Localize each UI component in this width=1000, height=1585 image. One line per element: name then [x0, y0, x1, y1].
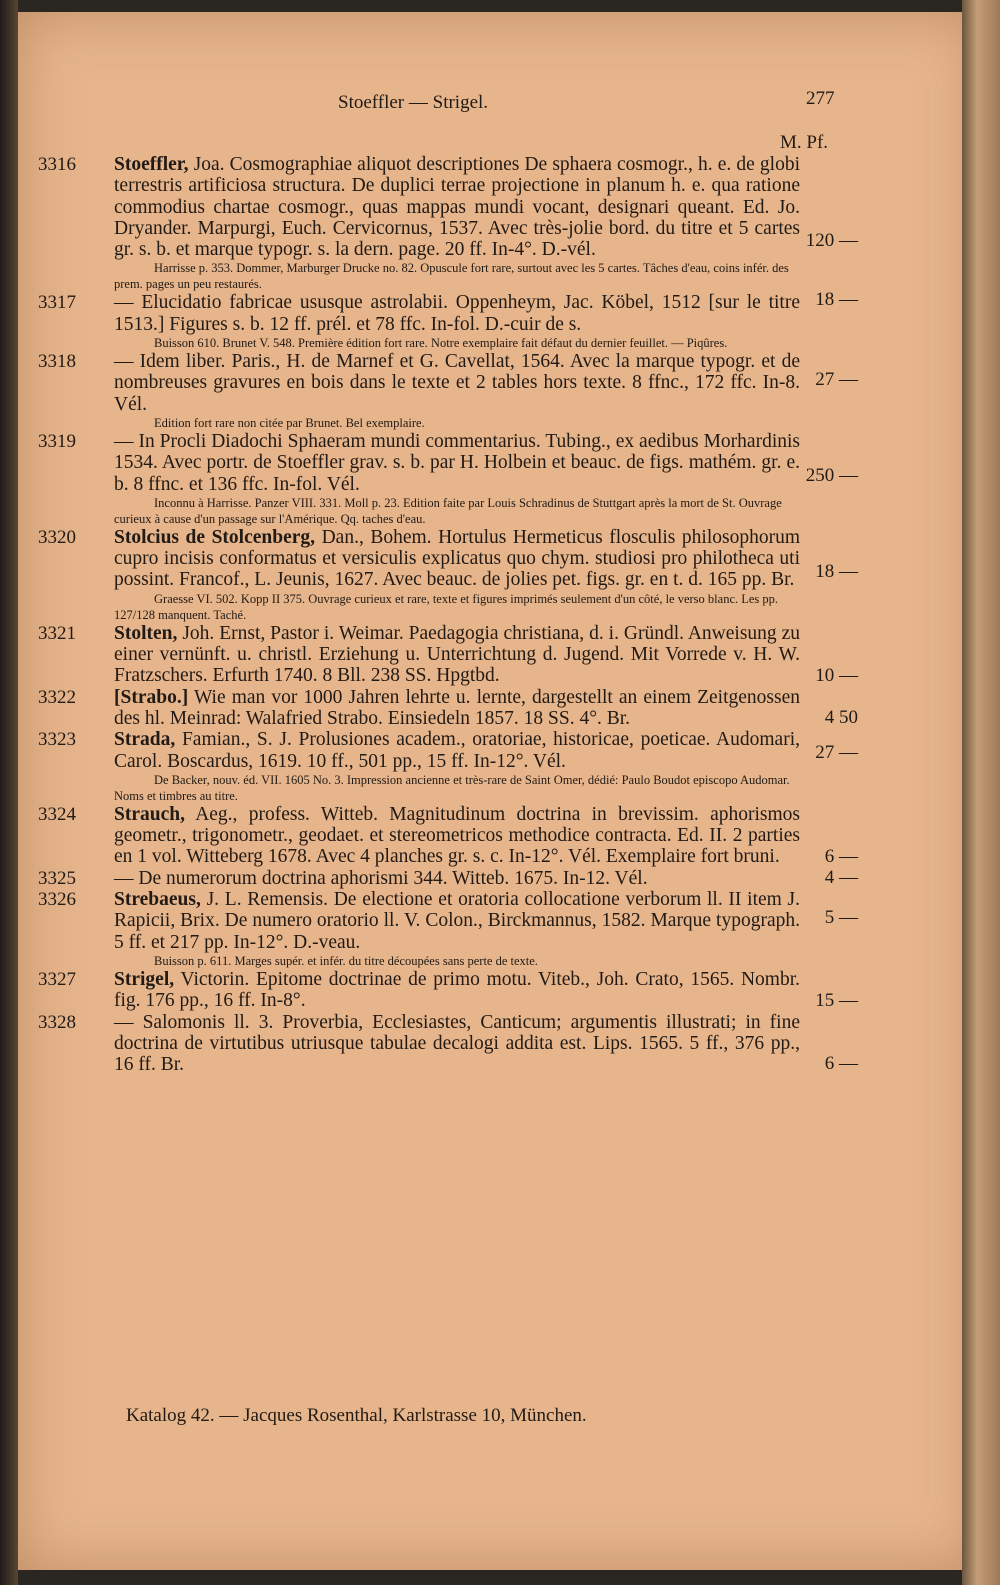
entry-price: 6 —	[824, 1053, 858, 1075]
entry-author: Strigel,	[114, 968, 175, 990]
entry-number: 3327	[38, 968, 76, 990]
entry-description	[114, 1012, 800, 1076]
entry-description	[114, 889, 800, 953]
entry-author: [Strabo.]	[114, 686, 189, 708]
entry-number: 3326	[38, 889, 76, 911]
entry-author: Strada,	[114, 729, 176, 751]
catalog-entry	[38, 1012, 858, 1076]
entry-number: 3319	[38, 430, 76, 452]
entry-text: Aeg., profess. Witteb. Magnitudinum doctrina in brevissim. aphorismos geometr., trigonometr., geodaet. et stereometricos methodice contracta. Ed. II. 2 parties en 1 vol. Witteberg 1678. Avec 4 planches gr. s. c. In-12°. Vél. Exemplaire fort bruni.	[114, 803, 800, 868]
entry-number: 3318	[38, 351, 76, 373]
entry-number: 3323	[38, 729, 76, 751]
entry-author: Strebaeus,	[114, 889, 201, 911]
book-binding-edge	[0, 0, 18, 1585]
catalog-entry	[38, 804, 858, 868]
entry-price: 15 —	[815, 989, 858, 1011]
entry-note: Graesse VI. 502. Kopp II 375. Ouvrage curieux et rare, texte et figures imprimés seulement d'un côté, le verso blanc. Les pp. 127/128 manquent. Taché.	[114, 591, 779, 622]
catalog-entries	[38, 154, 858, 1075]
entry-price: 4 50	[824, 707, 858, 729]
entry-text: Victorin. Epitome doctrinae de primo motu. Viteb., Joh. Crato, 1565. Nombr. fig. 176 pp., 16 ff. In-8°.	[114, 968, 801, 1012]
entry-author: Stolten,	[114, 622, 178, 644]
entry-description	[114, 868, 800, 889]
entry-number: 3321	[38, 622, 76, 644]
entry-description	[114, 804, 800, 868]
entry-description	[114, 292, 800, 335]
entry-text: — Elucidatio fabricae ususque astrolabii. Oppenheym, Jac. Köbel, 1512 [sur le titre 1513.] Figures s. b. 12 ff. prél. et 78 ffc. In-fol. D.-cuir de s.	[114, 292, 800, 335]
entry-price: 10 —	[815, 664, 858, 686]
entry-number: 3325	[38, 867, 76, 889]
catalog-entry	[38, 969, 858, 1012]
entry-description	[114, 729, 800, 772]
entry-description	[114, 527, 800, 591]
entry-text: Joa. Cosmographiae aliquot descriptiones De sphaera cosmogr., h. e. de globi terrestris artificiosa structura. De duplici terrae projectione in planum h. e. qua ratione commodius chartae cosmogr., quas mappas mundi vocant, designari queant. Ed. Jo. Dryander. Marpurgi, Euch. Cervicornus, 1537. Avec très-jolie bord. du titre et 5 cartes gr. s. b. et marque typogr. s. la dern. page. 20 ff. In-4°. D.-vél.	[114, 154, 800, 261]
entry-text: Dan., Bohem. Hortulus Hermeticus flosculis philosophorum cupro incisis conformatus et versiculis explicatus quo chym. studiosi pro philotheca uti possint. Francof., L. Jeunis, 1627. Avec beauc. de jolies pet. figs. gr. en t. d. 165 pp. Br.	[114, 526, 800, 591]
currency-header: M. Pf.	[780, 132, 829, 153]
entry-number: 3317	[38, 292, 76, 314]
entry-number: 3328	[38, 1011, 76, 1033]
entry-price: 18 —	[815, 289, 858, 311]
entry-number: 3322	[38, 686, 76, 708]
catalog-entry	[38, 687, 858, 730]
catalog-entry	[38, 154, 858, 292]
catalog-entry	[38, 729, 858, 804]
entry-price: 18 —	[815, 560, 858, 582]
entry-number: 3316	[38, 154, 76, 175]
entry-price: 6 —	[824, 845, 858, 867]
entry-price: 27 —	[815, 741, 858, 763]
entry-description	[114, 154, 800, 260]
entry-text: Famian., S. J. Prolusiones academ., oratoriae, historicae, poeticae. Audomari, Carol. Boscardus, 1619. 10 ff., 501 pp., 15 ff. In-12°. Vél.	[114, 729, 800, 772]
catalog-page	[18, 12, 980, 1570]
entry-number: 3320	[38, 526, 76, 548]
entry-text: — In Procli Diadochi Sphaeram mundi commentarius. Tubing., ex aedibus Morhardinis 1534. Avec portr. de Stoeffler grav. s. b. par H. Holbein et beauc. de figs. mathém. gr. e. b. 8 ffnc. et 136 ffc. In-fol. Vél.	[114, 430, 800, 495]
catalog-entry	[38, 351, 858, 431]
running-header: Stoeffler — Strigel.	[338, 92, 489, 113]
entry-note: Inconnu à Harrisse. Panzer VIII. 331. Moll p. 23. Edition faite par Louis Schradinus de Stuttgart après la mort de St. Ouvrage curieux à cause d'un passage sur l'Amérique. Qq. taches d'eau.	[114, 495, 782, 526]
entry-description	[114, 623, 800, 687]
catalog-entry	[38, 431, 858, 527]
entry-price: 4 —	[824, 867, 858, 889]
entry-price: 250 —	[805, 464, 858, 486]
entry-text: Joh. Ernst, Pastor i. Weimar. Paedagogia christiana, d. i. Gründl. Anweisung zu einer vernünft. u. christl. Erziehung u. Unterrichtung d. Jugend. Mit Vorrede v. H. W. Fratzschers. Erfurth 1740. 8 Bll. 238 SS. Hpgtbd.	[114, 622, 800, 687]
entry-author: Stoeffler,	[114, 154, 189, 175]
entry-note: Edition fort rare non citée par Brunet. Bel exemplaire.	[154, 415, 425, 430]
entry-text: — Idem liber. Paris., H. de Marnef et G. Cavellat, 1564. Avec la marque typogr. et de nombreuses gravures en bois dans le texte et 2 tables hors texte. 8 ffnc., 172 ffc. In-8. Vél.	[114, 351, 800, 415]
catalog-entry	[38, 527, 858, 623]
catalog-entry	[38, 868, 858, 889]
entry-price: 27 —	[815, 368, 858, 390]
entry-note: Buisson p. 611. Marges supér. et infér. du titre découpées sans perte de texte.	[154, 953, 538, 968]
entry-author: Stolcius de Stolcenberg,	[114, 526, 316, 548]
entry-note: Buisson 610. Brunet V. 548. Première édition fort rare. Notre exemplaire fait défaut du dernier feuillet. — Piqûres.	[154, 336, 728, 351]
page-stack-edge	[962, 0, 1000, 1585]
entry-note: De Backer, nouv. éd. VII. 1605 No. 3. Impression ancienne et très-rare de Saint Omer, dédié: Paulo Boudot episcopo Audomar. Noms et timbres au titre.	[114, 772, 790, 803]
entry-note: Harrisse p. 353. Dommer, Marburger Drucke no. 82. Opuscule fort rare, surtout avec les 5 cartes. Tâches d'eau, coins infér. des prem. pages un peu restaurés.	[114, 261, 789, 292]
page-number: 277	[806, 88, 835, 109]
catalog-footer: Katalog 42. — Jacques Rosenthal, Karlstrasse 10, München.	[126, 1405, 587, 1426]
entry-text: — Salomonis ll. 3. Proverbia, Ecclesiastes, Canticum; argumentis illustrati; in fine doctrina de virtutibus utriusque tabulae decalogi addita est. Lips. 1565. 5 ff., 376 pp., 16 ff. Br.	[114, 1011, 800, 1076]
entry-price: 5 —	[824, 906, 858, 928]
entry-number: 3324	[38, 803, 76, 825]
entry-description	[114, 969, 800, 1012]
catalog-entry	[38, 623, 858, 687]
entry-text: — De numerorum doctrina aphorismi 344. Witteb. 1675. In-12. Vél.	[114, 867, 648, 889]
entry-author: Strauch,	[114, 803, 185, 825]
entry-description	[114, 431, 800, 495]
catalog-entry	[38, 889, 858, 969]
entry-text: Wie man vor 1000 Jahren lehrte u. lernte, dargestellt an einem Zeitgenossen des hl. Meinrad: Walafried Strabo. Einsiedeln 1857. 18 SS. 4°. Br.	[114, 686, 800, 729]
catalog-entry	[38, 289, 858, 351]
entry-description	[114, 351, 800, 415]
entry-description	[114, 687, 800, 730]
entry-text: J. L. Remensis. De electione et oratoria collocatione verborum ll. II item J. Rapicii, Brix. De numero oratorio ll. V. Colon., Birckmannus, 1582. Marque typograph. 5 ff. et 217 pp. In-12°. D.-veau.	[114, 889, 800, 953]
entry-price: 120 —	[805, 230, 858, 252]
